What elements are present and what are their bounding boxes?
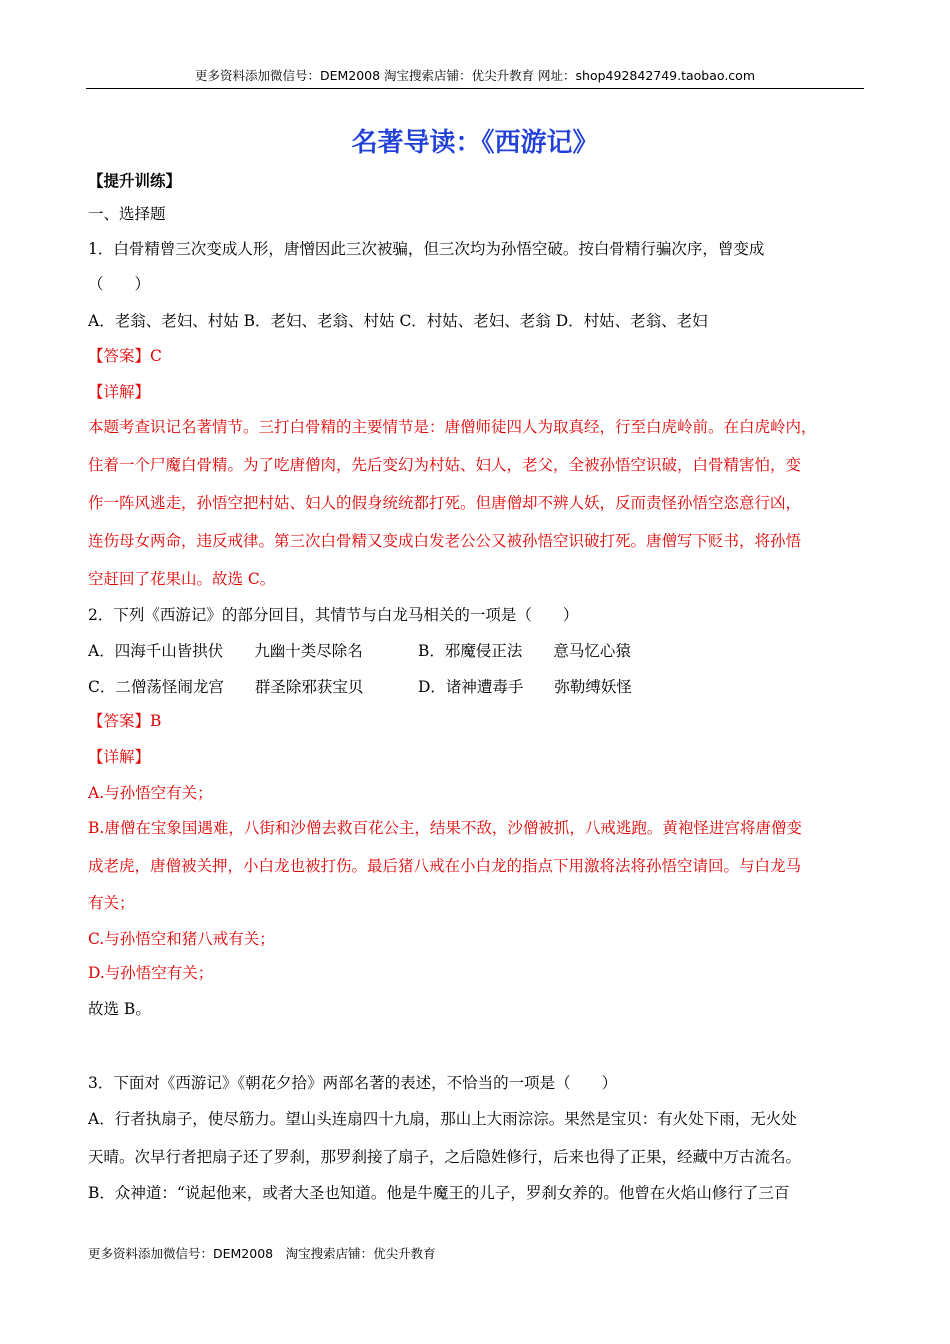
q2-option-b: B．邪魔侵正法 意马忆心猿	[418, 642, 631, 660]
q1-detail-line: 作一阵风逃走，孙悟空把村姑、妇人的假身统统都打死。但唐僧却不辨人妖，反而责怪孙悟空恣意行凶，	[88, 494, 802, 512]
q1-detail-line: 本题考查识记名著情节。三打白骨精的主要情节是：唐僧师徒四人为取真经，行至白虎岭前。在白虎岭内，	[88, 418, 817, 436]
q2-stem: 2．下列《西游记》的部分回目，其情节与白龙马相关的一项是（ ）	[88, 606, 579, 624]
q2-detail-line: C.与孙悟空和猪八戒有关；	[88, 930, 275, 948]
q2-detail-line: 有关；	[88, 894, 135, 912]
q2-detail-line: A.与孙悟空有关；	[88, 784, 213, 802]
q2-detail-tag: 【详解】	[88, 748, 151, 766]
q2-conclusion: 故选 B。	[88, 1000, 151, 1018]
q1-answer: 【答案】C	[88, 347, 162, 365]
q3-line: 天晴。次早行者把扇子还了罗刹，那罗刹接了扇子，之后隐姓修行，后来也得了正果，经藏中万古流名。	[88, 1148, 802, 1166]
page-footer: 更多资料添加微信号：DEM2008 淘宝搜索店铺：优尖升教育	[88, 1246, 436, 1261]
q1-detail-line: 连伤母女两命，违反戒律。第三次白骨精又变成白发老公公又被孙悟空识破打死。唐僧写下贬书，将孙悟	[88, 532, 802, 550]
q2-detail-line: 成老虎，唐僧被关押，小白龙也被打伤。最后猪八戒在小白龙的指点下用激将法将孙悟空请回。与白龙马	[88, 857, 802, 875]
page-title: 名著导读：《西游记》	[351, 128, 599, 158]
q2-option-d: D．诸神遭毒手 弥勒缚妖怪	[418, 678, 632, 696]
q2-answer: 【答案】B	[88, 712, 162, 730]
q3-line: A．行者执扇子，使尽筋力。望山头连扇四十九扇，那山上大雨淙淙。果然是宝贝：有火处下雨，无火处	[88, 1110, 797, 1128]
q2-option-c: C．二僧荡怪闹龙宫 群圣除邪获宝贝	[88, 678, 364, 696]
q3-stem: 3．下面对《西游记》《朝花夕拾》两部名著的表述，不恰当的一项是（ ）	[88, 1074, 618, 1092]
q2-detail-line: B.唐僧在宝象国遇难，八街和沙僧去救百花公主，结果不敌，沙僧被抓，八戒逃跑。黄袍怪进宫将唐僧变	[88, 819, 802, 837]
q1-detail-tag: 【详解】	[88, 383, 151, 401]
q1-stem: 1．白骨精曾三次变成人形，唐憎因此三次被骗，但三次均为孙悟空破。按白骨精行骗次序，曾变成	[88, 240, 765, 258]
section-heading: 一、选择题	[88, 205, 166, 223]
q3-line: B．众神道：“说起他来，或者大圣也知道。他是牛魔王的儿子，罗刹女养的。他曾在火焰山修行了三百	[88, 1184, 790, 1202]
page-header: 更多资料添加微信号：DEM2008 淘宝搜索店铺：优尖升教育 网址：shop492842749.taobao.com	[86, 66, 864, 89]
q1-detail-line: 空赶回了花果山。故选 C。	[88, 570, 276, 588]
q2-detail-line: D.与孙悟空有关；	[88, 964, 214, 982]
section-tag: 【提升训练】	[88, 171, 182, 190]
q1-options: A．老翁、老妇、村姑 B．老妇、老翁、村姑 C．村姑、老妇、老翁 D．村姑、老翁、老妇	[88, 312, 708, 330]
q1-paren: （ ）	[88, 275, 151, 293]
q1-detail-line: 住着一个尸魔白骨精。为了吃唐僧肉，先后变幻为村姑、妇人，老父，全被孙悟空识破，白骨精害怕，变	[88, 456, 802, 474]
q2-option-a: A．四海千山皆拱伏 九幽十类尽除名	[88, 642, 363, 660]
